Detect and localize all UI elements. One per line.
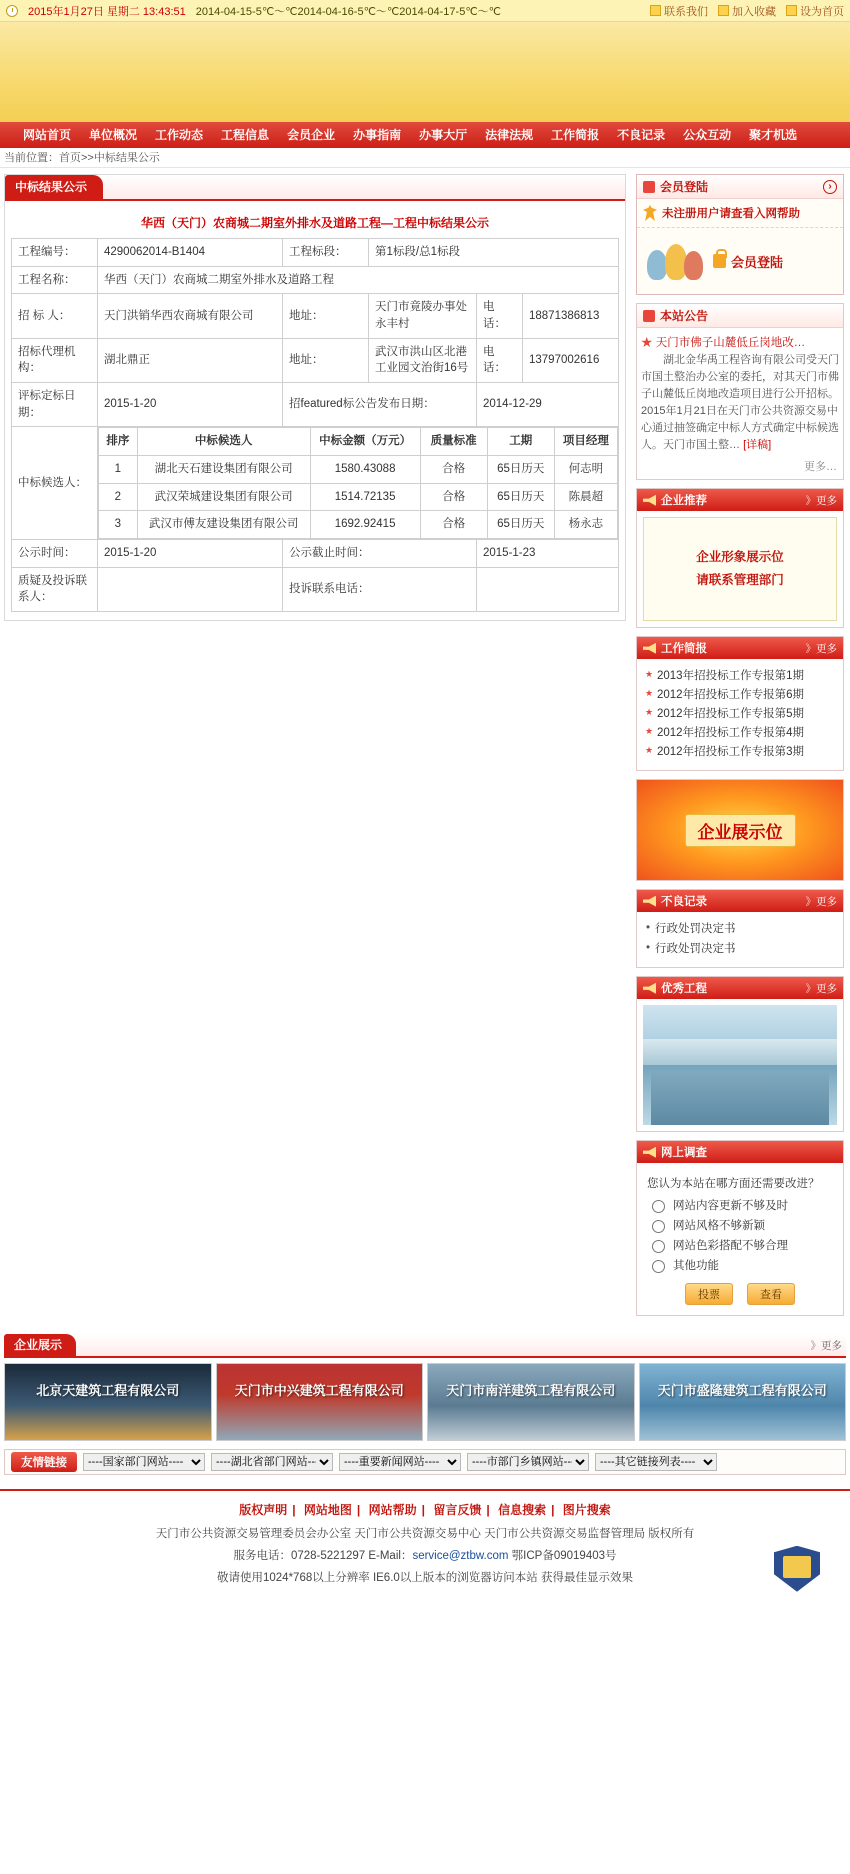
left-column (4, 174, 626, 621)
set-homepage-label: 设为首页 (800, 5, 844, 18)
col-duration: 工期 (487, 428, 554, 456)
chevron-right-icon[interactable]: › (823, 180, 837, 194)
project-code-value: 4290062014-B1404 (98, 239, 283, 267)
enterprise-card-1[interactable] (4, 1363, 212, 1441)
footer-link-feedback[interactable]: 留言反馈 (433, 1503, 482, 1518)
avatar-group-icon (645, 238, 705, 284)
enterprise-card-2-label: 天门市中兴建筑工程有限公司 (234, 1383, 404, 1399)
nav-item-projects[interactable]: 工程信息 (221, 128, 270, 142)
enterprise-recommend-widget (636, 488, 844, 628)
add-favorite-link[interactable] (718, 3, 776, 19)
eval-date-value: 2015-1-20 (98, 383, 283, 427)
enterprise-display-more[interactable]: 》更多 (810, 1339, 842, 1352)
table-row (99, 483, 618, 511)
enterprise-display-section (4, 1334, 846, 1441)
eval-date-label: 评标定标日期： (12, 383, 98, 427)
site-banner (0, 22, 850, 122)
bidder-address-label: 地址： (283, 294, 369, 338)
weather-strip: 2014-04-15-5℃～℃2014-04-16-5℃～℃2014-04-17-5℃～℃ (195, 5, 502, 18)
nav-item-bad-records[interactable]: 不良记录 (617, 128, 666, 142)
project-name-label: 工程名称： (12, 266, 98, 294)
police-badge-icon[interactable] (774, 1546, 820, 1592)
col-quality: 质量标准 (420, 428, 487, 456)
table-row (99, 456, 618, 484)
enterprise-showcase-label: 企业展示位 (685, 814, 796, 847)
survey-option-3-label: 网站色彩搭配不够合理 (673, 1240, 788, 1253)
register-help-link[interactable] (637, 199, 843, 228)
horn-icon (643, 1147, 656, 1158)
nav-item-about[interactable]: 单位概况 (89, 128, 138, 142)
complaint-tel-label: 投诉联系电话： (283, 567, 477, 611)
bad-record-title: 不良记录 (661, 896, 707, 909)
survey-radio-2[interactable] (652, 1220, 665, 1233)
table-row (99, 511, 618, 539)
online-survey-body (637, 1163, 843, 1315)
cell-amount: 1514.72135 (310, 483, 420, 511)
candidates-label: 中标候选人： (12, 427, 98, 540)
agency-address-label: 地址： (283, 338, 369, 382)
excellent-project-more[interactable]: 》更多 (805, 982, 837, 995)
work-brief-header (637, 637, 843, 659)
enterprise-recommend-title: 企业推荐 (661, 495, 707, 508)
table-row (12, 239, 619, 267)
cell-quality: 合格 (420, 511, 487, 539)
footer-link-image-search[interactable]: 图片搜索 (562, 1503, 611, 1518)
set-homepage-link[interactable] (786, 3, 844, 19)
nav-item-home[interactable]: 网站首页 (23, 128, 72, 142)
member-login-body (637, 228, 843, 294)
nav-item-public[interactable]: 公众互动 (683, 128, 732, 142)
enterprise-recommend-more[interactable]: 》更多 (805, 494, 837, 507)
friend-links-select-city[interactable] (467, 1453, 589, 1471)
home-icon (786, 5, 797, 16)
footer-line-2 (0, 1546, 850, 1568)
result-panel (4, 174, 626, 621)
announcement-body (637, 352, 843, 458)
announce-date-value: 2014-12-29 (477, 383, 619, 427)
current-datetime: 2015年1月27日 星期二 13:43:51 (28, 5, 186, 18)
col-manager: 项目经理 (554, 428, 617, 456)
site-footer (0, 1489, 850, 1606)
cell-rank: 2 (99, 483, 138, 511)
footer-text (0, 1518, 850, 1590)
work-brief-body (637, 659, 843, 770)
survey-option-3[interactable] (643, 1235, 837, 1255)
announcement-icon (643, 310, 655, 322)
star-icon (718, 5, 729, 16)
col-candidate: 中标候选人 (137, 428, 310, 456)
bad-record-widget (636, 889, 844, 968)
survey-option-2[interactable] (643, 1215, 837, 1235)
nav-item-guide[interactable]: 办事指南 (353, 128, 402, 142)
cell-manager: 陈晨超 (554, 483, 617, 511)
cell-duration: 65日历天 (487, 483, 554, 511)
clock-icon (6, 5, 18, 17)
work-brief-widget (636, 636, 844, 771)
friend-links-select-other[interactable] (595, 1453, 717, 1471)
bad-record-body (637, 912, 843, 967)
excellent-project-widget (636, 976, 844, 1132)
bulb-icon (650, 5, 661, 16)
table-row (12, 427, 619, 540)
footer-link-copyright[interactable]: 版权声明 (239, 1503, 288, 1518)
table-row (12, 383, 619, 427)
member-login-button-label: 会员登陆 (731, 254, 784, 270)
footer-email[interactable]: service@ztbw.com (412, 1550, 509, 1563)
agency-tel-value: 13797002616 (523, 338, 619, 382)
survey-option-4[interactable] (643, 1255, 837, 1275)
online-survey-title: 网上调查 (661, 1147, 707, 1160)
nav-item-laws[interactable]: 法律法规 (485, 128, 534, 142)
survey-option-4-label: 其他功能 (673, 1260, 719, 1273)
cell-rank: 1 (99, 456, 138, 484)
announcement-more-link[interactable]: 更多… (804, 461, 837, 474)
enterprise-card-3-label: 天门市南洋建筑工程有限公司 (446, 1383, 616, 1399)
enterprise-card-4[interactable] (639, 1363, 847, 1441)
project-code-label: 工程编号： (12, 239, 98, 267)
col-amount: 中标金额（万元） (310, 428, 420, 456)
nav-item-hall[interactable]: 办事大厅 (419, 128, 468, 142)
cell-quality: 合格 (420, 483, 487, 511)
horn-icon (643, 983, 656, 994)
enterprise-display-title: 企业展示 (4, 1334, 76, 1356)
agency-tel-label: 电话： (477, 338, 523, 382)
cell-rank: 3 (99, 511, 138, 539)
cell-manager: 杨永志 (554, 511, 617, 539)
table-row (12, 540, 619, 568)
footer-link-help[interactable]: 网站帮助 (368, 1503, 417, 1518)
agency-label: 招标代理机构： (12, 338, 98, 382)
enterprise-recommend-header (637, 489, 843, 511)
candidates-table (98, 427, 618, 539)
breadcrumb: 当前位置：首页>>中标结果公示 (0, 148, 850, 168)
footer-links: 版权声明 | 网站地图 | 网站帮助 | 留言反馈 | 信息搜索 | 图片搜索 (0, 1501, 850, 1518)
bidder-tel-value: 18871386813 (523, 294, 619, 338)
table-header-row (99, 428, 618, 456)
section-label: 工程标段： (283, 239, 369, 267)
register-help-label: 未注册用户请查看入网帮助 (662, 208, 800, 220)
bidder-tel-label: 电话： (477, 294, 523, 338)
bidder-label: 招 标 人： (12, 294, 98, 338)
publicity-time-value: 2015-1-20 (98, 540, 283, 568)
agency-value: 湖北鼎正 (98, 338, 283, 382)
excellent-project-header (637, 977, 843, 999)
complaint-contact-label: 质疑及投诉联系人： (12, 567, 98, 611)
nav-item-briefs[interactable]: 工作简报 (551, 128, 600, 142)
nav-item-members[interactable]: 会员企业 (287, 128, 336, 142)
list-item[interactable]: ★ 2012年招投标工作专报第4期 (645, 724, 835, 743)
enterprise-display-row (4, 1363, 846, 1441)
nav-item-expert-draw[interactable]: 聚才机选 (749, 128, 798, 142)
friend-links-select-news[interactable] (339, 1453, 461, 1471)
enterprise-card-2[interactable] (216, 1363, 424, 1441)
cell-candidate: 武汉市傅友建设集团有限公司 (137, 511, 310, 539)
survey-radio-1[interactable] (652, 1200, 665, 1213)
bad-record-header (637, 890, 843, 912)
contact-us-link[interactable] (650, 3, 708, 19)
announcement-body-text: 湖北金华禹工程咨询有限公司受天门市国土整治办公室的委托，对其天门市佛子山麓低丘岗地改造项目进行公开招标。2015年1月21日在天门市公共资源交易中心通过抽签确定中标人方式确定中标候选人。天门市国土整… (641, 354, 839, 452)
friend-links-select-national[interactable] (83, 1453, 205, 1471)
survey-vote-button[interactable]: 投票 (685, 1283, 733, 1305)
content-wrapper (0, 168, 850, 1324)
publicity-end-value: 2015-1-23 (477, 540, 619, 568)
main-nav (0, 122, 850, 148)
friend-links-bar (4, 1449, 846, 1475)
enterprise-recommend-body (637, 511, 843, 627)
star-bullet-icon: ★ (641, 337, 653, 349)
friend-links-select-provincial[interactable] (211, 1453, 333, 1471)
survey-option-1-label: 网站内容更新不够及时 (673, 1200, 788, 1213)
enterprise-showcase-widget[interactable] (636, 779, 844, 881)
cell-manager: 何志明 (554, 456, 617, 484)
bidder-value: 天门洪销华西农商城有限公司 (98, 294, 283, 338)
footer-phone-text: 服务电话：0728-5221297 E-Mail： (233, 1550, 413, 1563)
publicity-time-label: 公示时间： (12, 540, 98, 568)
complaint-contact-value (98, 567, 283, 611)
section-value: 第1标段/总1标段 (369, 239, 619, 267)
survey-radio-3[interactable] (652, 1240, 665, 1253)
survey-question: 您认为本站在哪方面还需要改进？ (647, 1178, 820, 1191)
member-icon (643, 181, 655, 193)
result-table (11, 238, 619, 612)
result-panel-title: 中标结果公示 (5, 175, 103, 199)
list-item[interactable]: ★ 2013年招投标工作专报第1期 (645, 667, 835, 686)
horn-icon (643, 495, 656, 506)
online-survey-header (637, 1141, 843, 1163)
announcement-detail-link[interactable]: [详稿] (743, 439, 772, 452)
excellent-project-title: 优秀工程 (661, 983, 707, 996)
footer-link-sitemap[interactable]: 网站地图 (303, 1503, 352, 1518)
enterprise-ad-line2: 请联系管理部门 (696, 573, 784, 588)
footer-icp: 鄂ICP备09019403号 (508, 1550, 617, 1563)
member-login-header (637, 175, 843, 199)
cell-candidate: 武汉荣城建设集团有限公司 (137, 483, 310, 511)
bad-record-list (643, 918, 837, 961)
footer-line-1: 天门市公共资源交易管理委员会办公室 天门市公共资源交易中心 天门市公共资源交易监督管理局 版权所有 (155, 1528, 695, 1541)
site-announcement-title: 本站公告 (660, 309, 709, 323)
bidder-address-value: 天门市竟陵办事处永丰村 (369, 294, 477, 338)
table-row (12, 266, 619, 294)
work-brief-more[interactable]: 》更多 (805, 642, 837, 655)
footer-link-info-search[interactable]: 信息搜索 (498, 1503, 547, 1518)
list-item[interactable]: ★ 2012年招投标工作专报第3期 (645, 743, 835, 762)
footer-line-3: 敬请使用1024*768以上分辨率 IE6.0以上版本的浏览器访问本站 获得最佳显示效果 (217, 1571, 633, 1584)
person-icon (643, 205, 657, 221)
work-brief-list (643, 665, 837, 764)
list-item[interactable]: ★ 2012年招投标工作专报第6期 (645, 686, 835, 705)
site-announcement-header (637, 304, 843, 328)
col-rank: 排序 (99, 428, 138, 456)
add-favorite-label: 加入收藏 (732, 5, 776, 18)
site-announcement-widget (636, 303, 844, 480)
member-login-title: 会员登陆 (660, 180, 709, 194)
enterprise-card-1-label: 北京天建筑工程有限公司 (36, 1383, 180, 1399)
member-login-button[interactable] (713, 252, 783, 271)
work-brief-title: 工作简报 (661, 643, 707, 656)
result-panel-body (5, 201, 625, 620)
friend-links-label: 友情链接 (11, 1452, 77, 1472)
excellent-project-photo[interactable] (643, 1005, 837, 1125)
publicity-end-label: 公示截止时间： (283, 540, 477, 568)
table-row (12, 294, 619, 338)
contact-us-label: 联系我们 (664, 5, 708, 18)
enterprise-card-3[interactable] (427, 1363, 635, 1441)
survey-view-button[interactable]: 查看 (747, 1283, 795, 1305)
nav-item-news[interactable]: 工作动态 (155, 128, 204, 142)
right-column (636, 174, 844, 1324)
cell-duration: 65日历天 (487, 456, 554, 484)
candidates-cell (98, 427, 619, 540)
survey-buttons (643, 1275, 837, 1309)
bad-record-more[interactable]: 》更多 (805, 895, 837, 908)
complaint-tel-value (477, 567, 619, 611)
table-row (12, 567, 619, 611)
online-survey-widget (636, 1140, 844, 1316)
lock-icon (713, 254, 726, 268)
cell-candidate: 湖北天石建设集团有限公司 (137, 456, 310, 484)
survey-radio-4[interactable] (652, 1260, 665, 1273)
excellent-project-body (637, 999, 843, 1131)
enterprise-ad-slot[interactable] (643, 517, 837, 621)
horn-icon (643, 896, 656, 907)
list-item[interactable]: • 行政处罚决定书 (645, 920, 835, 940)
notice-title: 华西（天门）农商城二期室外排水及道路工程—工程中标结果公示 (140, 216, 489, 230)
project-name-value: 华西（天门）农商城二期室外排水及道路工程 (98, 266, 619, 294)
announcement-headline[interactable] (637, 328, 843, 352)
horn-icon (643, 643, 656, 654)
member-login-widget (636, 174, 844, 295)
top-bar (0, 0, 850, 22)
survey-option-2-label: 网站风格不够新颖 (673, 1220, 765, 1233)
survey-option-1[interactable] (643, 1195, 837, 1215)
cell-quality: 合格 (420, 456, 487, 484)
cell-amount: 1580.43088 (310, 456, 420, 484)
table-row (12, 338, 619, 382)
announce-date-label: 招featured标公告发布日期： (283, 383, 477, 427)
enterprise-ad-line1: 企业形象展示位 (696, 549, 784, 564)
announcement-headline-label: 天门市佛子山麓低丘岗地改… (655, 337, 806, 349)
result-panel-header (5, 175, 625, 201)
enterprise-card-4-label: 天门市盛隆建筑工程有限公司 (657, 1383, 827, 1399)
list-item[interactable]: ★ 2012年招投标工作专报第5期 (645, 705, 835, 724)
agency-address-value: 武汉市洪山区北港工业园文治街16号 (369, 338, 477, 382)
enterprise-showcase-banner[interactable] (637, 780, 843, 880)
list-item[interactable]: • 行政处罚决定书 (645, 940, 835, 960)
cell-amount: 1692.92415 (310, 511, 420, 539)
cell-duration: 65日历天 (487, 511, 554, 539)
enterprise-display-header (4, 1334, 846, 1358)
